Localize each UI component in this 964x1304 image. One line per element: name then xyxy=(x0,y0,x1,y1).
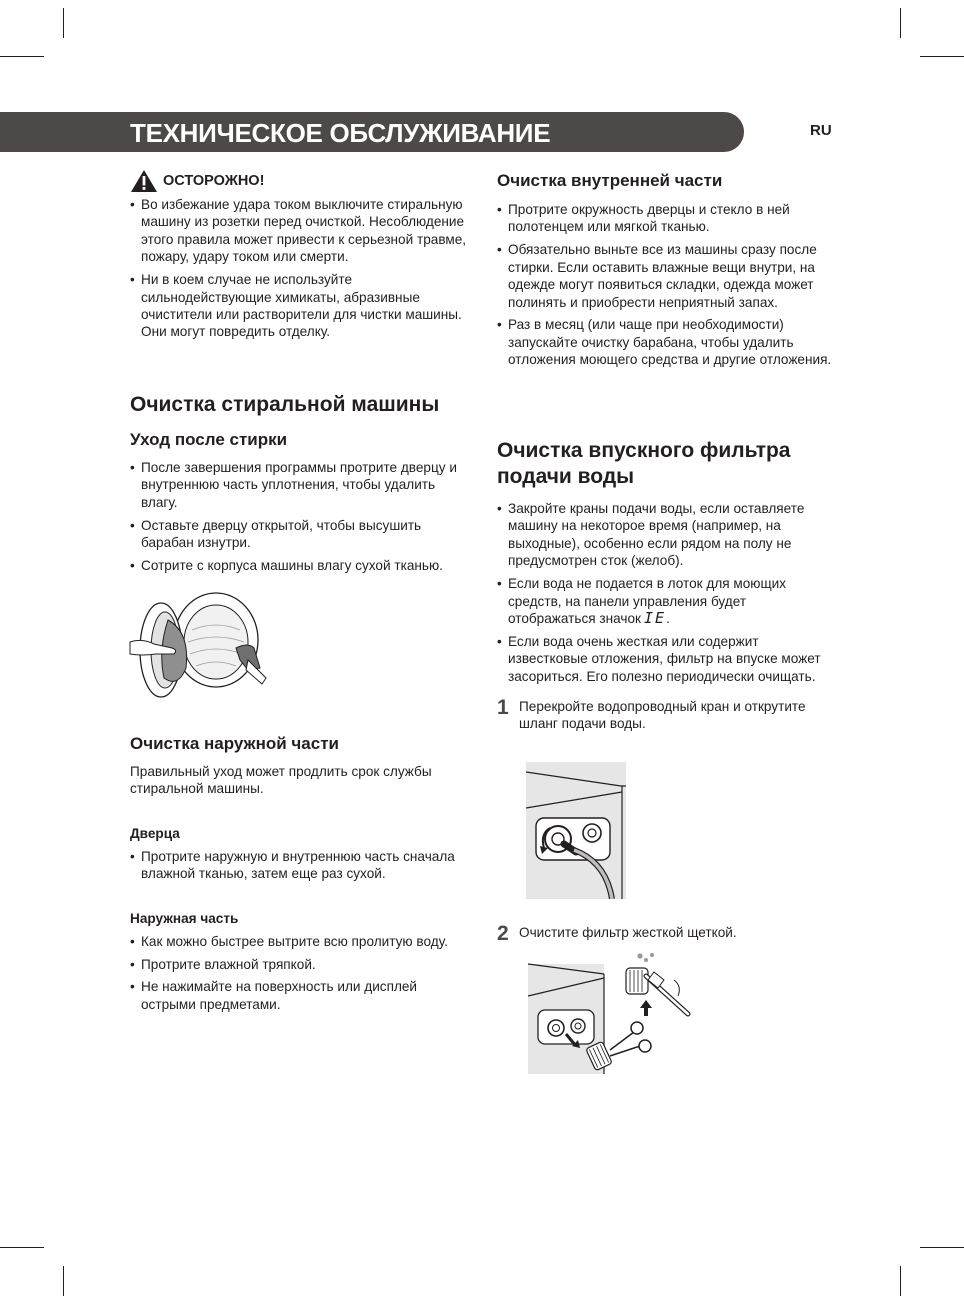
error-code-ie: IE xyxy=(644,608,667,627)
list-item: • Как можно быстрее вытрите всю пролитую воду. xyxy=(130,933,475,950)
step-number: 1 xyxy=(497,696,509,720)
caution-title: ОСТОРОЖНО! xyxy=(163,173,265,189)
list-item-error xyxy=(497,575,832,627)
list-item: • Закройте краны подачи воды, если оставляете машину на некоторое время (например, на выходные), особенно если рядом на полу не предусмотрен сток (желоб). xyxy=(497,500,832,570)
crop-mark xyxy=(900,8,901,38)
crop-mark xyxy=(63,1266,64,1296)
subsection-title-exterior: Очистка наружной части xyxy=(130,734,339,753)
list-item: • Сотрите с корпуса машины влагу сухой тканью. xyxy=(130,557,475,574)
step-2 xyxy=(497,922,854,945)
list-item: • Во избежание удара током выключите стиральную машину из розетки перед очисткой. Несоблюдение этого правила может привести к серьезной травме, пожару, удару током или смерти. xyxy=(130,196,475,266)
list-item: • Протрите наружную и внутреннюю часть сначала влажной тканью, затем еще раз сухой. xyxy=(130,848,475,883)
error-text: Если вода не подается в лоток для моющих средств, на панели управления будет отображаться значок xyxy=(508,576,787,626)
inlet-filter-section xyxy=(497,438,832,733)
caution-block xyxy=(130,170,475,341)
right-column xyxy=(497,170,832,945)
crop-mark xyxy=(920,56,964,57)
list-item: • Не нажимайте на поверхность или дисплей острыми предметами. xyxy=(130,978,475,1013)
list-item: • После завершения программы протрите дверцу и внутреннюю часть уплотнения, чтобы удалить влагу. xyxy=(130,459,475,511)
left-column xyxy=(130,170,475,1012)
door-list xyxy=(130,848,475,883)
subsection-title-after-wash: Уход после стирки xyxy=(130,430,288,449)
after-wash-section xyxy=(130,429,475,580)
outer-list xyxy=(130,933,475,1014)
step-number: 2 xyxy=(497,922,509,945)
outer-heading: Наружная часть xyxy=(130,910,239,926)
filter-brush-illustration xyxy=(528,950,694,1074)
list-item: • Раз в месяц (или чаще при необходимости) запускайте очистку барабана, чтобы удалить отложения моющего средства и другие отложения. xyxy=(497,316,832,368)
step-1 xyxy=(497,698,832,733)
exterior-section xyxy=(130,733,475,1019)
list-item: • Протрите окружность дверцы и стекло в ней полотенцем или мягкой тканью. xyxy=(497,201,832,236)
list-item: • Оставьте дверцу открытой, чтобы высушить барабан изнутри. xyxy=(130,517,475,552)
crop-mark xyxy=(920,1247,964,1248)
page-title: ТЕХНИЧЕСКОЕ ОБСЛУЖИВАНИЕ xyxy=(130,118,551,148)
list-item: • Ни в коем случае не используйте сильнодействующие химикаты, абразивные очистители или растворители для чистки машины. Они могут повредить отделку. xyxy=(130,271,475,341)
crop-mark xyxy=(0,56,44,57)
list-item: • Обязательно выньте все из машины сразу после стирки. Если оставить влажные вещи внутри, на одежде могут появиться складки, одежда может полинять и приобрести неприятный запах. xyxy=(497,241,832,311)
language-code: RU xyxy=(810,122,832,139)
hose-disconnect-illustration xyxy=(526,762,626,899)
warning-icon xyxy=(130,169,158,193)
list-item: • Протрите влажной тряпкой. xyxy=(130,956,475,973)
error-text-end: . xyxy=(666,610,670,626)
step-text: Очистите фильтр жесткой щеткой. xyxy=(519,925,737,940)
after-wash-list xyxy=(130,459,475,574)
crop-mark xyxy=(900,1266,901,1296)
door-wipe-illustration xyxy=(128,590,268,705)
step-text: Перекройте водопроводный кран и открутите шланг подачи воды. xyxy=(519,699,806,732)
inlet-filter-list xyxy=(497,500,832,685)
door-heading: Дверца xyxy=(130,825,180,841)
interior-list xyxy=(497,201,832,369)
subsection-title-interior: Очистка внутренней части xyxy=(497,171,723,190)
list-item: • Если вода очень жесткая или содержит известковые отложения, фильтр на впуске может засориться. Его полезно периодически очищать. xyxy=(497,633,832,685)
section-title-inlet-filter xyxy=(497,438,832,490)
crop-mark xyxy=(63,8,64,38)
exterior-intro: Правильный уход может продлить срок службы стиральной машины. xyxy=(130,764,432,797)
title-line: подачи воды xyxy=(497,465,635,488)
caution-list xyxy=(130,196,475,341)
section-title-washer-cleaning: Очистка стиральной машины xyxy=(130,393,440,416)
crop-mark xyxy=(0,1247,44,1248)
title-line: Очистка впускного фильтра xyxy=(497,439,791,462)
